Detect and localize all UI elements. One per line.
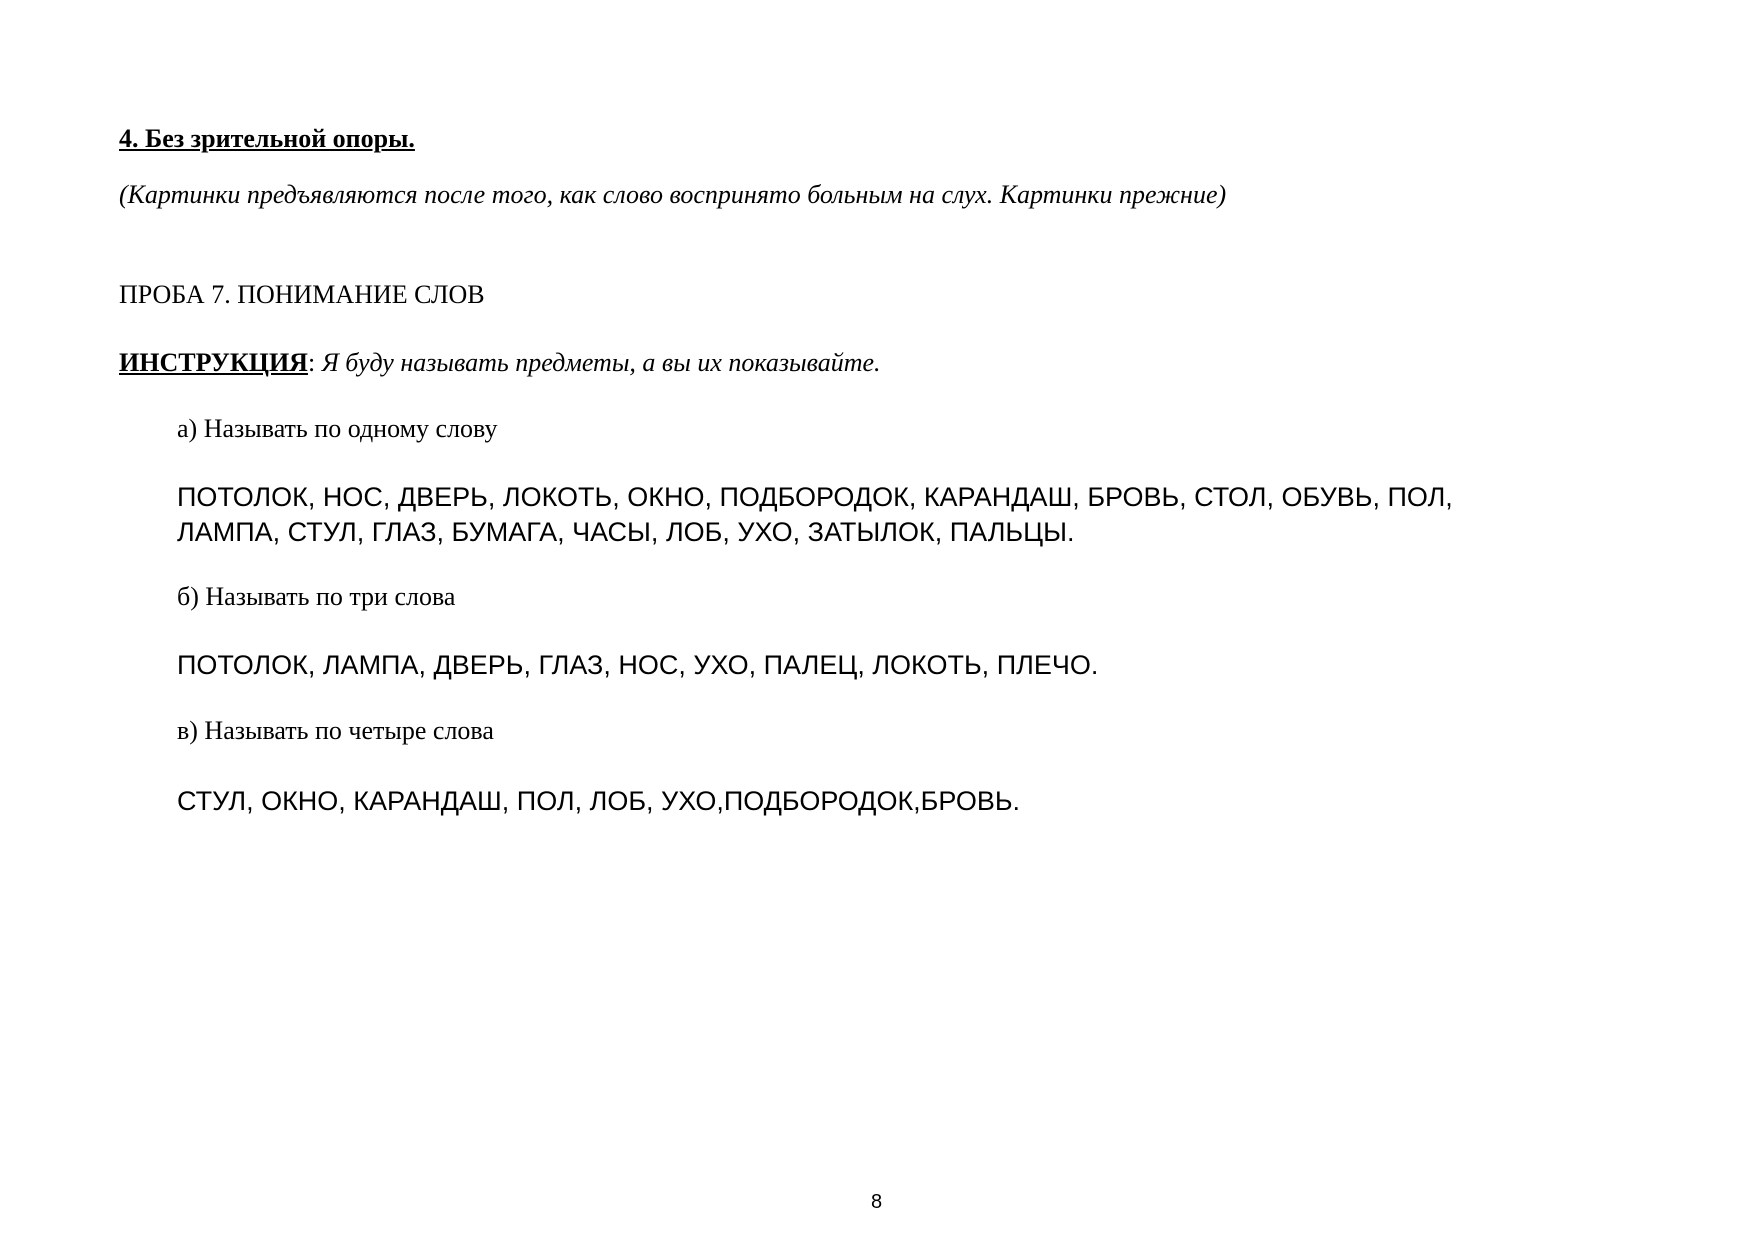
page-number: 8 [870,1191,883,1213]
word-list-line-2: ЛАМПА, СТУЛ, ГЛАЗ, БУМАГА, ЧАСЫ, ЛОБ, УХО, ЗАТЫЛОК, ПАЛЬЦЫ. [177,517,1075,547]
subsection-a-word-list [177,480,1453,550]
word-list-line-1: ПОТОЛОК, НОС, ДВЕРЬ, ЛОКОТЬ, ОКНО, ПОДБОРОДОК, КАРАНДАШ, БРОВЬ, СТОЛ, ОБУВЬ, ПОЛ, [177,482,1453,512]
section-note: (Картинки предъявляются после того, как слово воспринято больным на слух. Картинки прежние) [119,180,1227,209]
section-heading: 4. Без зрительной опоры. [119,124,415,153]
instruction-line [119,350,881,376]
subsection-b-label: б) Называть по три слова [177,582,456,611]
subsection-c-word-list: СТУЛ, ОКНО, КАРАНДАШ, ПОЛ, ЛОБ, УХО,ПОДБОРОДОК,БРОВЬ. [177,786,1021,816]
instruction-text: Я буду называть предметы, а вы их показывайте. [321,348,881,377]
subsection-c-label: в) Называть по четыре слова [177,716,494,745]
probe-title: ПРОБА 7. ПОНИМАНИЕ СЛОВ [119,280,485,309]
subsection-b-word-list: ПОТОЛОК, ЛАМПА, ДВЕРЬ, ГЛАЗ, НОС, УХО, ПАЛЕЦ, ЛОКОТЬ, ПЛЕЧО. [177,650,1099,680]
instruction-separator: : [307,348,322,377]
instruction-label: ИНСТРУКЦИЯ [119,348,308,377]
subsection-a-label: а) Называть по одному слову [177,414,498,443]
